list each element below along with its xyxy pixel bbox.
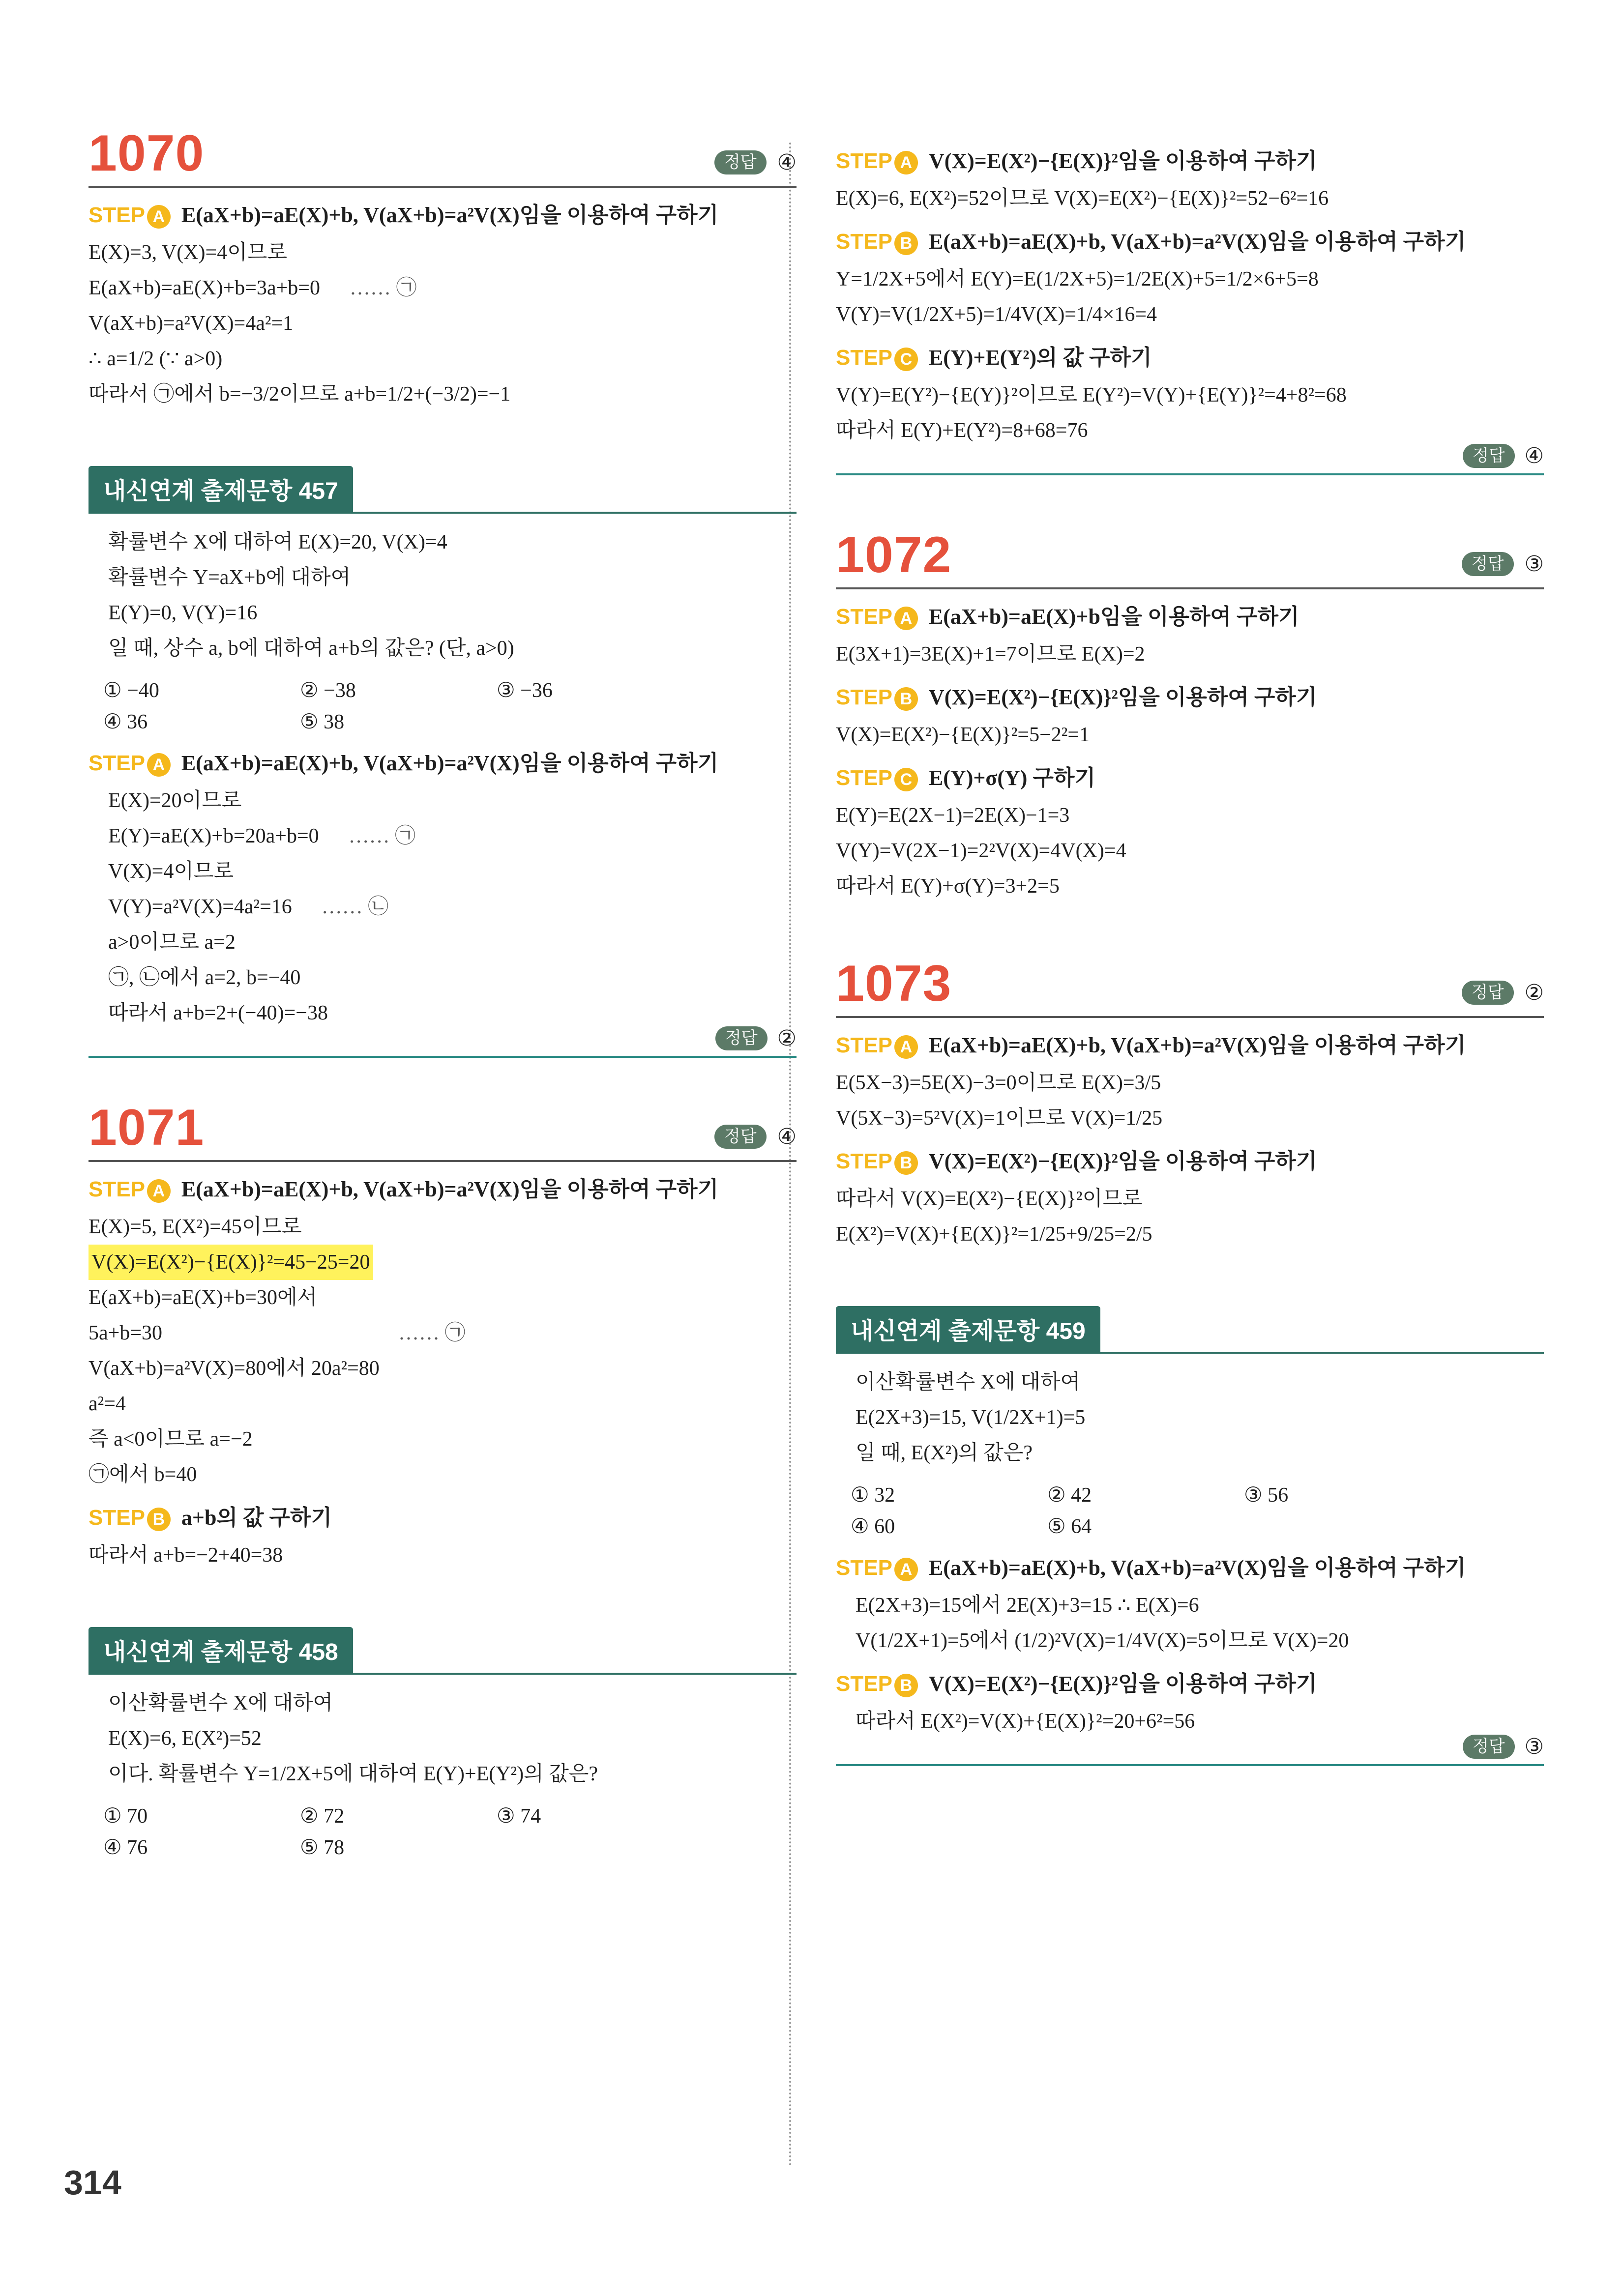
related-problem-banner: 내신연계 출제문항 457 (89, 466, 353, 512)
solution-line: V(Y)=V(1/2X+5)=1/4V(X)=1/4×16=4 (836, 303, 1157, 326)
solution-line: ∴ a=1/2 (∵ a>0) (89, 348, 223, 370)
banner-underline (89, 1673, 797, 1675)
step-title: E(Y)+σ(Y) 구하기 (928, 766, 1095, 790)
step-label: STEP A (89, 750, 171, 777)
answer-indicator (1462, 552, 1544, 577)
choice: ⑤ 38 (300, 711, 345, 733)
problem-header (89, 125, 797, 188)
step-c (836, 344, 1544, 372)
solution-line: E(3X+1)=3E(X)+1=7이므로 E(X)=2 (836, 643, 1145, 666)
answer-value: ③ (1524, 552, 1544, 577)
solution-458 (836, 147, 1544, 475)
question-line: 확률변수 X에 대하여 E(X)=20, V(X)=4 (108, 531, 447, 553)
problem-header (836, 955, 1544, 1018)
step-title: a+b의 값 구하기 (181, 1506, 332, 1530)
answer-value: ② (777, 1026, 797, 1051)
solution-line: E(5X−3)=5E(X)−3=0이므로 E(X)=3/5 (836, 1072, 1161, 1094)
question-line: 이산확률변수 X에 대하여 (108, 1692, 333, 1715)
related-problem-459 (836, 1306, 1544, 1766)
banner-underline (836, 1352, 1544, 1354)
choice: ① 70 (103, 1805, 148, 1828)
answer-value: ② (1524, 980, 1544, 1005)
solution-line: E(aX+b)=aE(X)+b=3a+b=0 …… ㉠ (89, 277, 417, 299)
step-label: STEP A (836, 603, 918, 631)
solution-line: V(aX+b)=a²V(X)=80에서 20a²=80 (89, 1357, 380, 1380)
section-rule (89, 1056, 797, 1058)
step-label: STEP B (836, 228, 918, 256)
step-label: STEP A (836, 147, 918, 175)
choice: ④ 60 (851, 1515, 895, 1538)
step-title: E(Y)+E(Y²)의 값 구하기 (928, 346, 1152, 370)
problem-number: 1071 (89, 1099, 205, 1156)
solution-line: a²=4 (89, 1393, 126, 1415)
related-problem-banner: 내신연계 출제문항 459 (836, 1306, 1100, 1352)
solution-line: V(Y)=V(2X−1)=2²V(X)=4V(X)=4 (836, 840, 1126, 862)
choice: ③ 74 (497, 1805, 541, 1828)
choice: ⑤ 64 (1047, 1515, 1092, 1538)
solution-line: 따라서 E(Y)+E(Y²)=8+68=76 (836, 419, 1088, 442)
highlighted-line: V(X)=E(X²)−{E(X)}²=45−25=20 (89, 1245, 373, 1280)
problem-number: 1072 (836, 526, 952, 583)
problem-1072 (836, 526, 1544, 904)
step-label: STEP C (836, 344, 918, 372)
answer-value: ③ (1524, 1734, 1544, 1759)
solution-line: V(X)=E(X²)−{E(X)}²=5−2²=1 (836, 724, 1090, 746)
step-title: V(X)=E(X²)−{E(X)}²임을 이용하여 구하기 (928, 1672, 1317, 1696)
question-line: 이산확률변수 X에 대하여 (856, 1371, 1081, 1394)
choice: ① 32 (851, 1484, 895, 1507)
section-rule (836, 473, 1544, 475)
section-rule (836, 1764, 1544, 1766)
choice: ② 42 (1047, 1484, 1092, 1507)
step-a (836, 1554, 1544, 1582)
problem-1071 (89, 1099, 797, 1573)
question-line: E(2X+3)=15, V(1/2X+1)=5 (856, 1406, 1086, 1429)
step-b (836, 684, 1544, 711)
step-a (836, 147, 1544, 175)
problem-header (89, 1099, 797, 1162)
choice: ④ 36 (103, 711, 148, 733)
step-a (89, 202, 797, 229)
step-title: E(aX+b)=aE(X)+b임을 이용하여 구하기 (928, 605, 1299, 629)
problem-1073 (836, 955, 1544, 1252)
related-problem-458 (89, 1627, 797, 1863)
solution-line: 따라서 a+b=2+(−40)=−38 (108, 1002, 328, 1024)
solution-line: E(2X+3)=15에서 2E(X)+3=15 ∴ E(X)=6 (856, 1594, 1199, 1617)
choices (851, 1480, 1544, 1542)
step-label: STEP B (836, 1670, 918, 1698)
solution-line: 5a+b=30 …… ㉠ (89, 1322, 466, 1344)
solution-line: V(X)=4이므로 (108, 860, 234, 883)
answer-badge: 정답 (1462, 552, 1514, 576)
problem-1070 (89, 125, 797, 412)
step-b (836, 228, 1544, 256)
step-a (836, 603, 1544, 631)
solution-line: V(5X−3)=5²V(X)=1이므로 V(X)=1/25 (836, 1107, 1163, 1130)
solution-line: ㉠에서 b=40 (89, 1463, 197, 1486)
choice: ④ 76 (103, 1836, 148, 1859)
answer-value: ④ (777, 150, 797, 175)
problem-header (836, 526, 1544, 589)
solution-line: E(X²)=V(X)+{E(X)}²=1/25+9/25=2/5 (836, 1223, 1152, 1246)
solution-line: V(aX+b)=a²V(X)=4a²=1 (89, 312, 294, 335)
step-label: STEP A (89, 1176, 171, 1203)
step-a (89, 750, 797, 777)
answer-badge: 정답 (1462, 981, 1514, 1005)
answer-indicator (714, 150, 797, 175)
choice: ② 72 (300, 1805, 345, 1828)
choices (103, 675, 797, 738)
solution-line: E(X)=5, E(X²)=45이므로 (89, 1216, 302, 1238)
solution-line: ㉠, ㉡에서 a=2, b=−40 (108, 966, 301, 989)
solution-line: E(Y)=E(2X−1)=2E(X)−1=3 (836, 804, 1070, 827)
answer-indicator (714, 1124, 797, 1149)
answer-badge: 정답 (714, 150, 767, 174)
solution-line: 따라서 E(Y)+σ(Y)=3+2=5 (836, 875, 1060, 898)
step-label: STEP A (836, 1554, 918, 1582)
question-line: 이다. 확률변수 Y=1/2X+5에 대하여 E(Y)+E(Y²)의 값은? (108, 1763, 598, 1785)
step-label: STEP A (836, 1032, 918, 1059)
step-a (89, 1176, 797, 1203)
question-line: E(Y)=0, V(Y)=16 (108, 602, 258, 624)
step-label: STEP C (836, 764, 918, 792)
solution-line: V(1/2X+1)=5에서 (1/2)²V(X)=1/4V(X)=5이므로 V(X)=20 (856, 1629, 1349, 1652)
solution-line: 따라서 E(X²)=V(X)+{E(X)}²=20+6²=56 (856, 1710, 1195, 1733)
question-line: 일 때, E(X²)의 값은? (856, 1442, 1033, 1464)
answer-badge: 정답 (715, 1026, 768, 1050)
answer-value: ④ (1524, 443, 1544, 468)
answer-badge: 정답 (1463, 1735, 1515, 1759)
solution-line: 따라서 ㉠에서 b=−3/2이므로 a+b=1/2+(−3/2)=−1 (89, 383, 511, 406)
solution-line: E(X)=20이므로 (108, 789, 242, 812)
problem-number: 1073 (836, 955, 952, 1012)
choice: ① −40 (103, 679, 159, 702)
choice: ③ 56 (1244, 1484, 1289, 1507)
solution-line: a>0이므로 a=2 (108, 931, 236, 954)
solution-line: V(Y)=a²V(X)=4a²=16 …… ㉡ (108, 896, 389, 918)
step-b (89, 1504, 797, 1532)
answer-badge: 정답 (1463, 444, 1515, 468)
step-title: E(aX+b)=aE(X)+b, V(aX+b)=a²V(X)임을 이용하여 구하기 (928, 1033, 1466, 1057)
step-title: E(aX+b)=aE(X)+b, V(aX+b)=a²V(X)임을 이용하여 구하기 (181, 751, 719, 775)
step-b (836, 1148, 1544, 1175)
related-problem-banner: 내신연계 출제문항 458 (89, 1627, 353, 1673)
solution-line: Y=1/2X+5에서 E(Y)=E(1/2X+5)=1/2E(X)+5=1/2×6+5=8 (836, 268, 1319, 291)
step-title: E(aX+b)=aE(X)+b, V(aX+b)=a²V(X)임을 이용하여 구하기 (181, 1177, 719, 1201)
step-label: STEP B (89, 1504, 171, 1532)
step-label: STEP A (89, 202, 171, 229)
right-column (836, 147, 1544, 1781)
solution-line: V(Y)=E(Y²)−{E(Y)}²이므로 E(Y²)=V(Y)+{E(Y)}²=4+8²=68 (836, 384, 1347, 407)
step-label: STEP B (836, 684, 918, 711)
step-a (836, 1032, 1544, 1059)
step-title: E(aX+b)=aE(X)+b, V(aX+b)=a²V(X)임을 이용하여 구하기 (928, 1556, 1466, 1580)
solution-line: 따라서 V(X)=E(X²)−{E(X)}²이므로 (836, 1188, 1143, 1210)
solution-line: E(X)=6, E(X²)=52이므로 V(X)=E(X²)−{E(X)}²=52−6²=16 (836, 187, 1329, 210)
choice: ② −38 (300, 679, 356, 702)
related-problem-457 (89, 466, 797, 1058)
solution-line: 따라서 a+b=−2+40=38 (89, 1544, 283, 1567)
step-title: V(X)=E(X²)−{E(X)}²임을 이용하여 구하기 (928, 685, 1317, 709)
solution-line: E(aX+b)=aE(X)+b=30에서 (89, 1286, 318, 1309)
solution-line: E(Y)=aE(X)+b=20a+b=0 …… ㉠ (108, 825, 416, 847)
problem-number: 1070 (89, 125, 205, 182)
page-number: 314 (64, 2163, 121, 2202)
step-b (836, 1670, 1544, 1698)
left-column (89, 125, 797, 1878)
question-line: 확률변수 Y=aX+b에 대하여 (108, 566, 351, 589)
step-c (836, 764, 1544, 792)
question-line: E(X)=6, E(X²)=52 (108, 1727, 262, 1750)
question-line: 일 때, 상수 a, b에 대하여 a+b의 값은? (단, a>0) (108, 637, 514, 660)
choices (103, 1801, 797, 1863)
step-label: STEP B (836, 1148, 918, 1175)
step-title: E(aX+b)=aE(X)+b, V(aX+b)=a²V(X)임을 이용하여 구하기 (928, 230, 1466, 254)
answer-badge: 정답 (714, 1125, 767, 1149)
solution-line: E(X)=3, V(X)=4이므로 (89, 241, 287, 264)
solution-line: 즉 a<0이므로 a=−2 (89, 1428, 253, 1451)
answer-value: ④ (777, 1124, 797, 1149)
step-title: E(aX+b)=aE(X)+b, V(aX+b)=a²V(X)임을 이용하여 구하기 (181, 203, 719, 227)
banner-underline (89, 512, 797, 514)
answer-indicator (1462, 980, 1544, 1005)
step-title: V(X)=E(X²)−{E(X)}²임을 이용하여 구하기 (928, 149, 1317, 173)
step-title: V(X)=E(X²)−{E(X)}²임을 이용하여 구하기 (928, 1149, 1317, 1173)
choice: ⑤ 78 (300, 1836, 345, 1859)
choice: ③ −36 (497, 679, 553, 702)
